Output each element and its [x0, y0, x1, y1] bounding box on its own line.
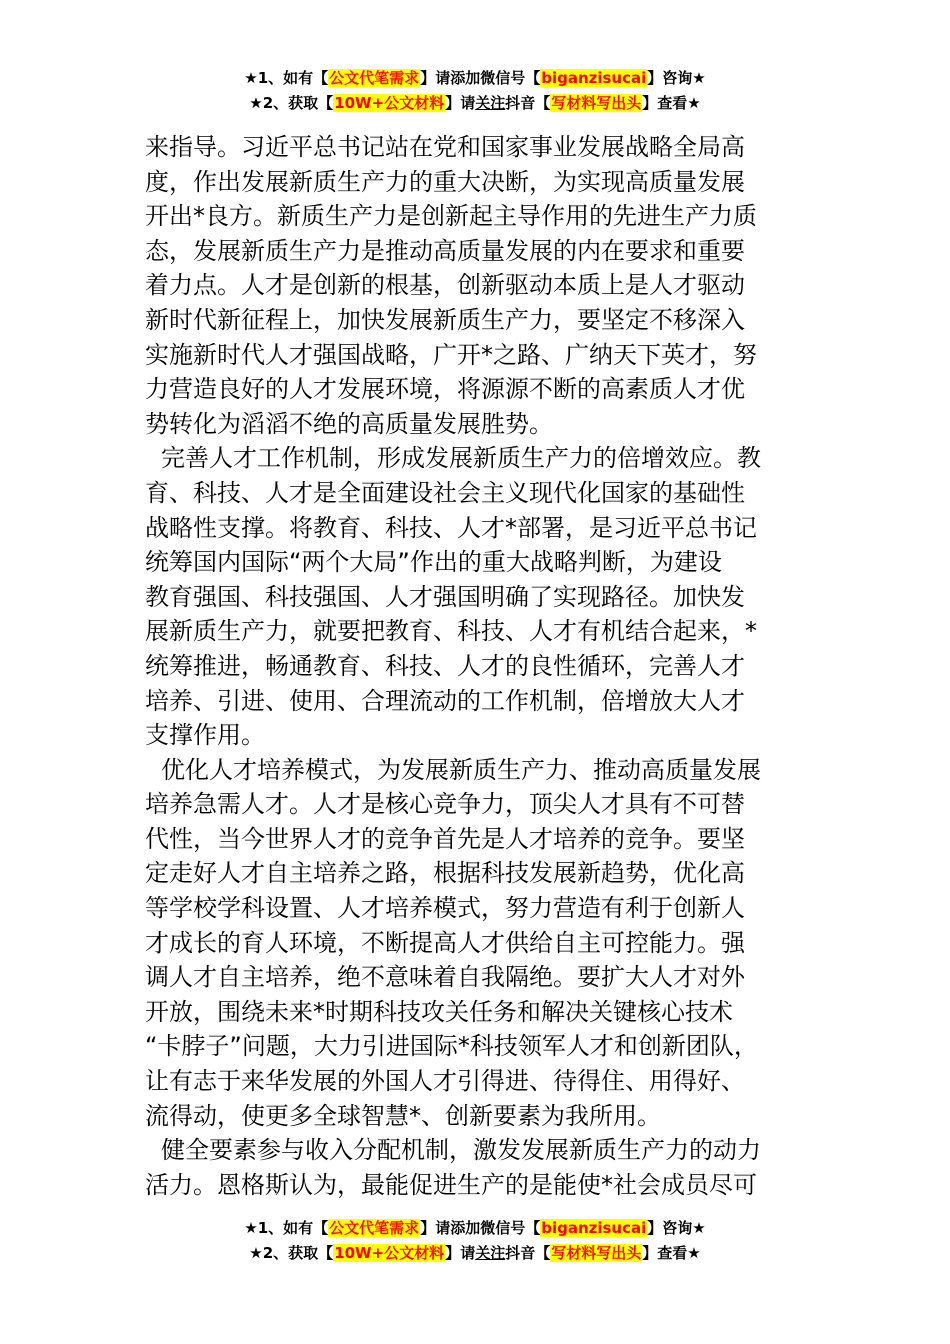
text-line: 新时代新征程上，加快发展新质生产力，要坚定不移深入: [145, 305, 745, 334]
document-body: [145, 130, 810, 1202]
text-line: 培养急需人才。人才是核心竞争力，顶尖人才具有不可替: [145, 790, 745, 819]
text-line: 实施新时代人才强国战略，广开*之路、广纳天下英才，努: [145, 340, 757, 369]
text-line: 着力点。人才是创新的根基，创新驱动本质上是人才驱动: [145, 271, 745, 300]
text-line: 来指导。习近平总书记站在党和国家事业发展战略全局高: [145, 133, 745, 161]
banner-text: 】咨询★: [647, 69, 706, 87]
banner-text: 】请添加微信号【: [420, 69, 541, 87]
banner-underline: 关注: [475, 94, 506, 112]
text-line: 支撑作用。: [145, 721, 265, 750]
banner-highlight: 公文代笔需求: [329, 1219, 420, 1237]
text-line: 统筹国内国际“两个大局”作出的重大战略判断，为建设: [145, 548, 722, 577]
header-banner: [0, 66, 950, 116]
text-line: “卡脖子”问题，大力引进国际*科技领军人才和创新团队，: [145, 1032, 758, 1061]
text-line: 等学校学科设置、人才培养模式，努力营造有利于创新人: [145, 894, 745, 923]
banner-line-1: [0, 1216, 950, 1241]
paragraph-4: [145, 1133, 810, 1202]
text-line: 战略性支撑。将教育、科技、人才*部署，是习近平总书记: [145, 513, 757, 542]
text-line: 教育强国、科技强国、人才强国明确了实现路径。加快发: [145, 582, 745, 611]
footer-banner: [0, 1216, 950, 1266]
banner-highlight: 10W+公文材料: [334, 94, 445, 112]
text-line: 度，作出发展新质生产力的重大决断，为实现高质量发展: [145, 167, 745, 196]
paragraph-3: [145, 753, 810, 1134]
text-line: 完善人才工作机制，形成发展新质生产力的倍增效应。教: [161, 444, 761, 473]
text-line: 才成长的育人环境，不断提高人才供给自主可控能力。强: [145, 928, 745, 957]
text-line: 健全要素参与收入分配机制，激发发展新质生产力的动力: [161, 1136, 761, 1165]
banner-highlight: 写材料写出头: [551, 94, 642, 112]
text-line: 培养、引进、使用、合理流动的工作机制，倍增放大人才: [145, 686, 745, 715]
banner-highlight: 公文代笔需求: [329, 69, 420, 87]
paragraph-2: [145, 441, 810, 752]
text-line: 态，发展新质生产力是推动高质量发展的内在要求和重要: [145, 236, 745, 265]
banner-text: ★1、如有【: [244, 1219, 329, 1237]
banner-text: ★2、获取【: [249, 94, 334, 112]
text-line: 让有志于来华发展的外国人才引得进、待得住、用得好、: [145, 1067, 745, 1096]
text-line: 流得动，使更多全球智慧*、创新要素为我所用。: [145, 1101, 661, 1130]
banner-line-2: [0, 91, 950, 116]
banner-text: 】请添加微信号【: [420, 1219, 541, 1237]
text-line: 定走好人才自主培养之路，根据科技发展新趋势，优化高: [145, 859, 745, 888]
text-line: 调人才自主培养，绝不意味着自我隔绝。要扩大人才对外: [145, 963, 745, 992]
banner-underline: 关注: [475, 1244, 506, 1262]
banner-line-1: [0, 66, 950, 91]
wechat-id-highlight: biganzisucai: [541, 1219, 647, 1237]
wechat-id-highlight: biganzisucai: [541, 69, 647, 87]
text-line: 优化人才培养模式，为发展新质生产力、推动高质量发展: [161, 755, 761, 784]
text-line: 势转化为滔滔不绝的高质量发展胜势。: [145, 409, 553, 438]
text-line: 活力。恩格斯认为，最能促进生产的是能使*社会成员尽可: [145, 1170, 757, 1199]
text-line: 展新质生产力，就要把教育、科技、人才有机结合起来，*: [145, 617, 757, 646]
banner-text: 】请: [445, 1244, 476, 1262]
text-line: 力营造良好的人才发展环境，将源源不断的高素质人才优: [145, 375, 745, 404]
banner-text: ★2、获取【: [249, 1244, 334, 1262]
text-line: 代性，当今世界人才的竞争首先是人才培养的竞争。要坚: [145, 824, 745, 853]
banner-text: 】查看★: [642, 94, 701, 112]
banner-line-2: [0, 1241, 950, 1266]
banner-text: 抖音【: [505, 1244, 551, 1262]
banner-text: ★1、如有【: [244, 69, 329, 87]
text-line: 育、科技、人才是全面建设社会主义现代化国家的基础性: [145, 478, 745, 507]
text-line: 开出*良方。新质生产力是创新起主导作用的先进生产力质: [145, 202, 757, 231]
banner-text: 】咨询★: [647, 1219, 706, 1237]
banner-text: 】查看★: [642, 1244, 701, 1262]
paragraph-1: [145, 130, 810, 441]
banner-text: 抖音【: [505, 94, 551, 112]
text-line: 统筹推进，畅通教育、科技、人才的良性循环，完善人才: [145, 651, 745, 680]
text-line: 开放，围绕未来*时期科技攻关任务和解决关键核心技术: [145, 997, 733, 1026]
banner-text: 】请: [445, 94, 476, 112]
banner-highlight: 10W+公文材料: [334, 1244, 445, 1262]
banner-highlight: 写材料写出头: [551, 1244, 642, 1262]
